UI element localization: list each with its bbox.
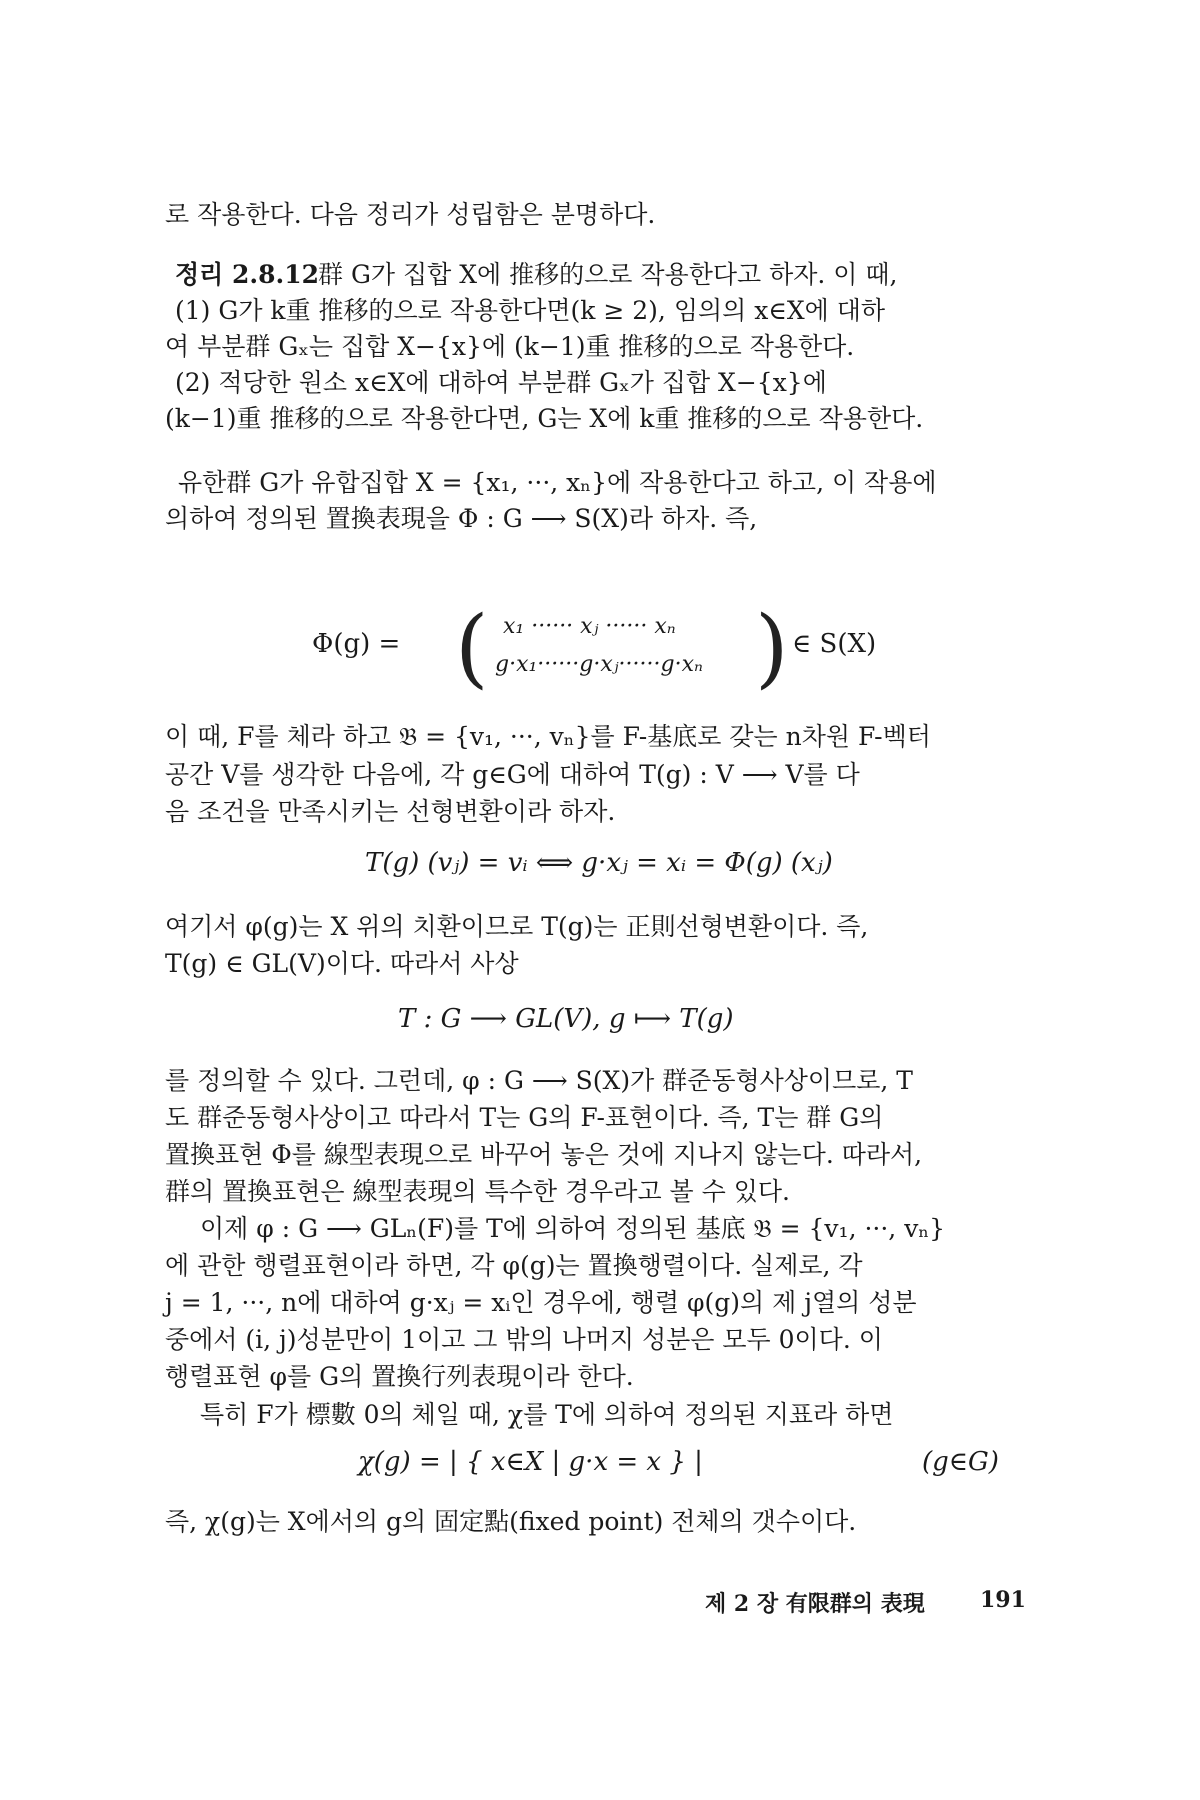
paragraph-2-line-2: 공간 V를 생각한 다음에, 각 g∈G에 대하여 T(g) : V ⟶ V를 다 [165, 760, 860, 789]
matrix-row-1: x₁ ······ xⱼ ······ xₙ [503, 614, 676, 639]
paragraph-7: 즉, χ(g)는 X에서의 g의 固定點(fixed point) 전체의 갯수이다. [165, 1507, 857, 1536]
paragraph-2-line-1: 이 때, F를 체라 하고 𝔅 = {v₁, ···, vₙ}를 F-基底로 갖는 n차원 F-벡터 [165, 722, 931, 751]
right-paren: ) [755, 598, 789, 698]
paragraph-6: 특히 F가 標數 0의 체일 때, χ를 T에 의하여 정의된 지표라 하면 [200, 1400, 894, 1429]
paragraph-2-line-3: 음 조건을 만족시키는 선형변환이라 하자. [165, 797, 616, 826]
theorem-line-1: 群 G가 집합 X에 推移的으로 작용한다고 하자. 이 때, [318, 260, 898, 289]
theorem-line-5: (k−1)重 推移的으로 작용한다면, G는 X에 k重 推移的으로 작용한다. [165, 404, 924, 433]
paragraph-4-line-3: 置換표현 Φ를 線型表現으로 바꾸어 놓은 것에 지나지 않는다. 따라서, [165, 1140, 923, 1169]
paragraph-3-line-1: 여기서 φ(g)는 X 위의 치환이므로 T(g)는 正則선형변환이다. 즉, [165, 912, 869, 941]
equation-character: χ(g) = | { x∈X | g·x = x } | [358, 1447, 703, 1477]
theorem-line-3: 여 부분群 Gₓ는 집합 X−{x}에 (k−1)重 推移的으로 작용한다. [165, 332, 855, 361]
paragraph-4-line-1: 를 정의할 수 있다. 그런데, φ : G ⟶ S(X)가 群준동형사상이므로, T [165, 1066, 913, 1095]
paragraph-4-line-2: 도 群준동형사상이고 따라서 T는 G의 F-표현이다. 즉, T는 群 G의 [165, 1103, 884, 1132]
theorem-line-4: (2) 적당한 원소 x∈X에 대하여 부분群 Gₓ가 집합 X−{x}에 [175, 368, 827, 397]
paragraph-5-line-4: 중에서 (i, j)성분만이 1이고 그 밖의 나머지 성분은 모두 0이다. 이 [165, 1325, 883, 1354]
intro-line: 로 작용한다. 다음 정리가 성립함은 분명하다. [165, 200, 656, 229]
paragraph-5-line-1: 이제 φ : G ⟶ GLₙ(F)를 T에 의하여 정의된 基底 𝔅 = {v₁, ···, vₙ} [200, 1214, 946, 1243]
paragraph-4-line-4: 群의 置換표현은 線型表現의 특수한 경우라고 볼 수 있다. [165, 1177, 790, 1206]
page-number: 191 [980, 1587, 1026, 1613]
permutation-matrix [455, 598, 789, 698]
left-paren: ( [455, 598, 489, 698]
paragraph-5-line-5: 행렬표현 φ를 G의 置換行列表現이라 한다. [165, 1362, 634, 1391]
equation-phi-lhs: Φ(g) = [312, 629, 401, 659]
equation-character-condition: (g∈G) [922, 1447, 999, 1477]
chapter-footer: 제 2 장 有限群의 表現 [705, 1591, 925, 1617]
equation-phi-rhs: ∈ S(X) [792, 629, 877, 659]
theorem-label: 정리 2.8.12 [175, 260, 319, 289]
matrix-row-2: g·x₁······g·xⱼ······g·xₙ [495, 652, 703, 677]
theorem-line-2: (1) G가 k重 推移的으로 작용한다면(k ≥ 2), 임의의 x∈X에 대하 [175, 296, 886, 325]
paragraph-5-line-2: 에 관한 행렬표현이라 하면, 각 φ(g)는 置換행렬이다. 실제로, 각 [165, 1251, 863, 1280]
equation-T-map: T : G ⟶ GL(V), g ⟼ T(g) [398, 1004, 734, 1034]
paragraph-1-line-1: 유한群 G가 유합집합 X = {x₁, ···, xₙ}에 작용한다고 하고, 이 작용에 [178, 468, 937, 497]
paragraph-3-line-2: T(g) ∈ GL(V)이다. 따라서 사상 [165, 949, 519, 978]
equation-T-definition: T(g) (vⱼ) = vᵢ ⟺ g·xⱼ = xᵢ = Φ(g) (xⱼ) [365, 848, 833, 878]
paragraph-1-line-2: 의하여 정의된 置換表現을 Φ : G ⟶ S(X)라 하자. 즉, [165, 504, 758, 533]
paragraph-5-line-3: j = 1, ···, n에 대하여 g·xⱼ = xᵢ인 경우에, 행렬 φ(g)의 제 j열의 성분 [165, 1288, 917, 1317]
